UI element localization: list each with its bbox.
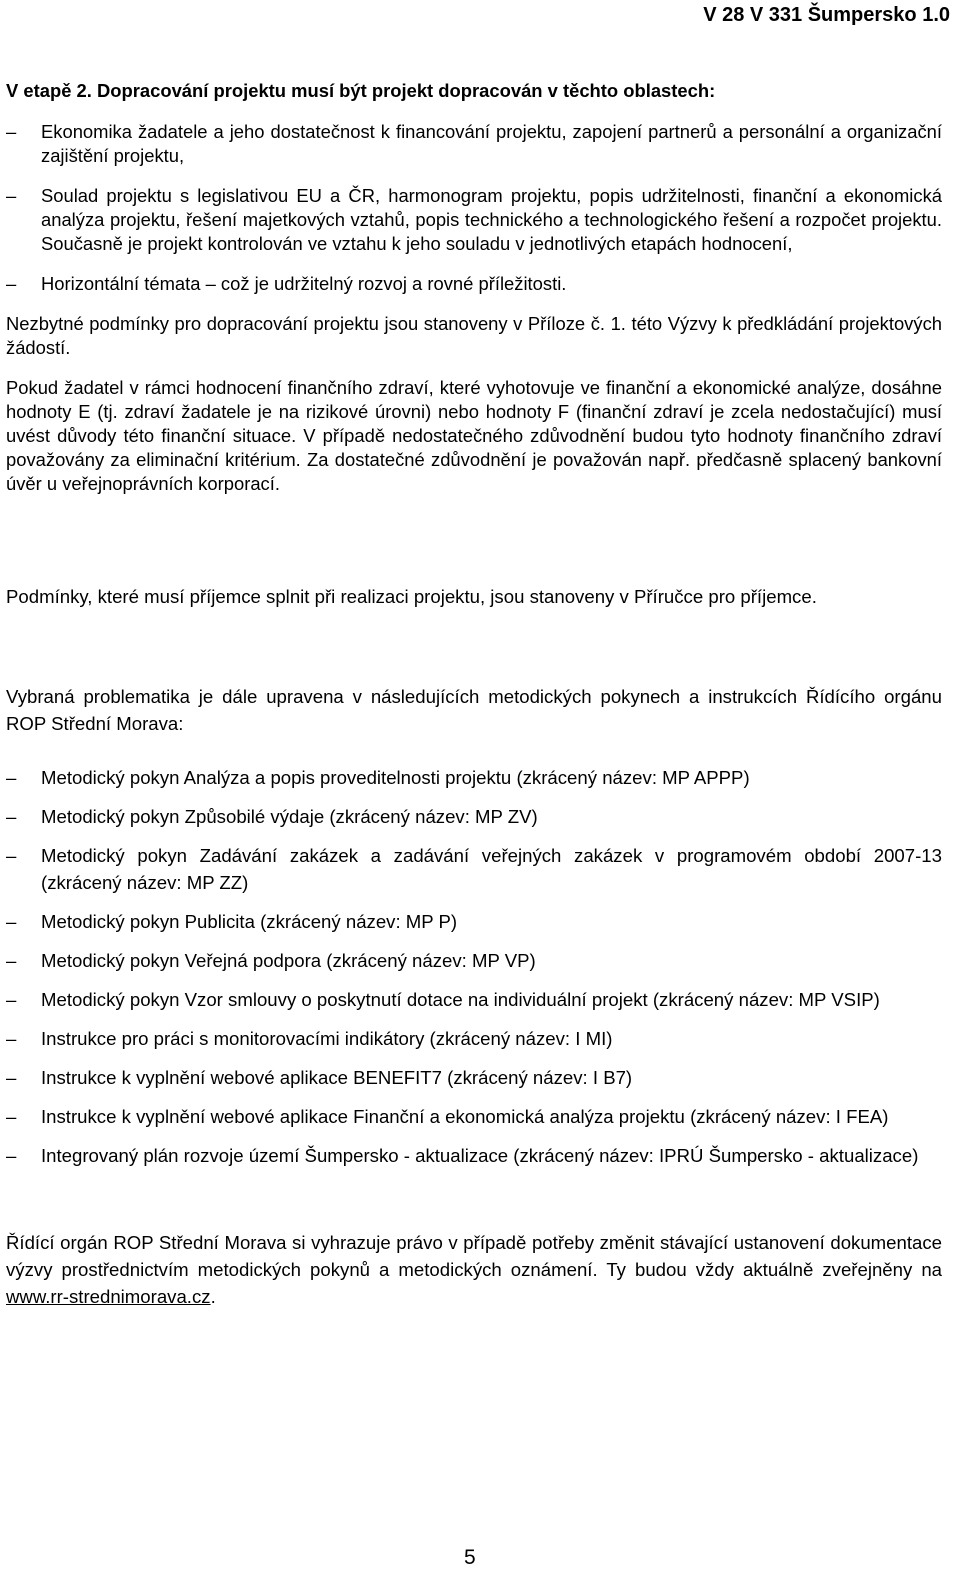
section-methodical-guidelines: [6, 683, 942, 1337]
list-item-text: Metodický pokyn Vzor smlouvy o poskytnutí dotace na individuální projekt (zkrácený název: MP VSIP): [41, 989, 880, 1010]
list-item: [6, 986, 942, 1013]
closing-end: .: [210, 1286, 216, 1307]
dash-bullet-icon: –: [6, 1106, 17, 1127]
website-link[interactable]: www.rr-strednimorava.cz: [6, 1286, 211, 1307]
list-item-text: Horizontální témata – což je udržitelný rozvoj a rovné příležitosti.: [41, 273, 567, 294]
list-item-text: Instrukce pro práci s monitorovacími indikátory (zkrácený název: I MI): [41, 1028, 613, 1049]
section-intro: Vybraná problematika je dále upravena v následujících metodických pokynech a instrukcích Řídícího orgánu ROP Střední Morava:: [6, 686, 942, 734]
dash-bullet-icon: –: [6, 273, 17, 294]
list-item-text: Metodický pokyn Analýza a popis proveditelnosti projektu (zkrácený název: MP APPP): [41, 767, 750, 788]
closing-paragraph: [6, 1229, 942, 1310]
closing-text: Řídící orgán ROP Střední Morava si vyhrazuje právo v případě potřeby změnit stávající ustanovení dokumentace výzvy prostřednictvím metodických pokynů a metodických oznámení. Ty budou vždy aktuálně zveřejněny na: [6, 1232, 942, 1280]
dash-bullet-icon: –: [6, 806, 17, 827]
list-item-text: Soulad projektu s legislativou EU a ČR, harmonogram projektu, popis udržitelnosti, finanční a ekonomická analýza projektu, řešení majetkových vztahů, popis technického a technologického řešení a rozpočet projektu. Současně je projekt kontrolován ve vztahu k jeho souladu v jednotlivých etapách hodnocení,: [41, 185, 942, 254]
section-intro: V etapě 2. Dopracování projektu musí být projekt dopracován v těchto oblastech:: [6, 80, 716, 101]
list-item: [6, 272, 942, 296]
list-item-text: Ekonomika žadatele a jeho dostatečnost k financování projektu, zapojení partnerů a personální a organizační zajištění projektu,: [41, 121, 942, 166]
list-item: [6, 1142, 942, 1169]
dash-bullet-icon: –: [6, 1145, 17, 1166]
list-item: [6, 1025, 942, 1052]
paragraph: Pokud žadatel v rámci hodnocení finančního zdraví, které vyhotovuje ve finanční a ekonomické analýze, dosáhne hodnoty E (tj. zdraví žadatele je na rizikové úrovni) nebo hodnoty F (finanční zdraví je zcela nedostačující) musí uvést důvody této finanční situace. V případě nedostatečného zdůvodnění budou tyto hodnoty finančního zdraví považovány za eliminační kritérium. Za dostatečné zdůvodnění je považován např. předčasně splacený bankovní úvěr u veřejnoprávních korporací.: [6, 377, 942, 494]
list-item: [6, 947, 942, 974]
list-item: [6, 184, 942, 256]
list-item: [6, 764, 942, 791]
dash-bullet-icon: –: [6, 845, 17, 866]
list-item-text: Metodický pokyn Zadávání zakázek a zadávání veřejných zakázek v programovém období 2007-13 (zkrácený název: MP ZZ): [41, 845, 942, 893]
paragraph: Podmínky, které musí příjemce splnit při realizaci projektu, jsou stanoveny v Příručce pro příjemce.: [6, 586, 817, 607]
paragraph: Nezbytné podmínky pro dopracování projektu jsou stanoveny v Příloze č. 1. této Výzvy k předkládání projektových žádostí.: [6, 313, 942, 358]
dash-bullet-icon: –: [6, 767, 17, 788]
list-item: [6, 1064, 942, 1091]
section-stage-2: [6, 79, 942, 512]
dash-bullet-icon: –: [6, 950, 17, 971]
dash-bullet-icon: –: [6, 989, 17, 1010]
list-item-text: Integrovaný plán rozvoje území Šumpersko - aktualizace (zkrácený název: IPRÚ Šumpersko - aktualizace): [41, 1145, 919, 1166]
document-header: V 28 V 331 Šumpersko 1.0: [703, 4, 950, 26]
list-item: [6, 842, 942, 896]
section-recipient-conditions: [6, 583, 942, 626]
dash-bullet-icon: –: [6, 185, 17, 206]
list-item-text: Metodický pokyn Způsobilé výdaje (zkrácený název: MP ZV): [41, 806, 538, 827]
list-item-text: Metodický pokyn Publicita (zkrácený název: MP P): [41, 911, 458, 932]
list-item-text: Metodický pokyn Veřejná podpora (zkrácený název: MP VP): [41, 950, 536, 971]
page-number: 5: [464, 1546, 476, 1569]
list-item: [6, 120, 942, 168]
dash-bullet-icon: –: [6, 121, 17, 142]
dash-bullet-icon: –: [6, 1067, 17, 1088]
list-item-text: Instrukce k vyplnění webové aplikace Finanční a ekonomická analýza projektu (zkrácený název: I FEA): [41, 1106, 889, 1127]
list-item: [6, 803, 942, 830]
dash-bullet-icon: –: [6, 911, 17, 932]
dash-bullet-icon: –: [6, 1028, 17, 1049]
list-item-text: Instrukce k vyplnění webové aplikace BENEFIT7 (zkrácený název: I B7): [41, 1067, 633, 1088]
list-item: [6, 908, 942, 935]
list-item: [6, 1103, 942, 1130]
